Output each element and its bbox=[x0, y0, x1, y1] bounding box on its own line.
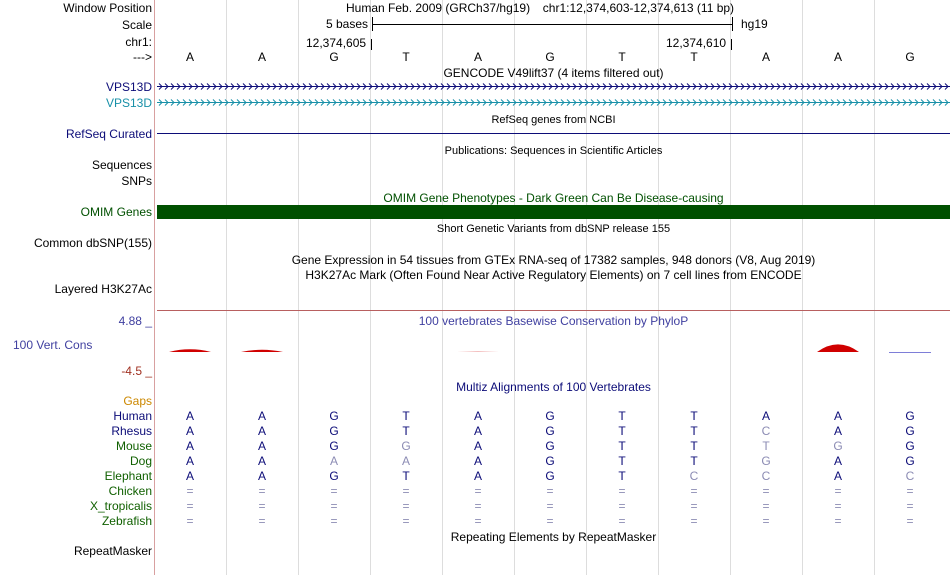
scale-db: hg19 bbox=[741, 17, 768, 31]
multiz-species-label[interactable]: Rhesus bbox=[111, 424, 152, 438]
gencode-transcript-2[interactable] bbox=[157, 98, 950, 107]
multiz-gaps-label[interactable]: Gaps bbox=[123, 394, 152, 408]
multiz-base: T bbox=[402, 409, 410, 423]
reference-base: G bbox=[329, 50, 339, 64]
h3k27ac-track-title: H3K27Ac Mark (Often Found Near Active Regulatory Elements) on 7 cell lines from ENCODE bbox=[305, 268, 802, 282]
multiz-base: = bbox=[618, 484, 626, 498]
scale-label: Scale bbox=[121, 18, 152, 32]
multiz-species-label[interactable]: Human bbox=[113, 409, 152, 423]
reference-base: G bbox=[905, 50, 915, 64]
multiz-base: A bbox=[473, 454, 482, 468]
conservation-track-title: 100 vertebrates Basewise Conservation by PhyloP bbox=[418, 314, 689, 328]
sidebar-divider bbox=[154, 0, 155, 575]
multiz-base: = bbox=[690, 514, 698, 528]
gencode-item-label-2[interactable]: VPS13D bbox=[105, 96, 152, 110]
publications-label-sequences[interactable]: Sequences bbox=[91, 158, 152, 172]
multiz-base: T bbox=[618, 469, 626, 483]
multiz-base: T bbox=[690, 424, 698, 438]
multiz-base: A bbox=[401, 454, 410, 468]
multiz-base: = bbox=[834, 484, 842, 498]
multiz-base: = bbox=[402, 484, 410, 498]
multiz-base: T bbox=[618, 454, 626, 468]
chr-label: chr1: bbox=[125, 35, 152, 49]
window-coordinates: chr1:12,374,603-12,374,613 (11 bp) bbox=[542, 1, 735, 15]
reference-base: A bbox=[185, 50, 194, 64]
multiz-base: G bbox=[401, 439, 411, 453]
multiz-base: A bbox=[185, 424, 194, 438]
coord-left-tick bbox=[371, 39, 372, 50]
multiz-base: G bbox=[905, 409, 915, 423]
multiz-base: A bbox=[833, 409, 842, 423]
multiz-base: A bbox=[833, 454, 842, 468]
multiz-base: A bbox=[185, 439, 194, 453]
strand-label: ---> bbox=[133, 50, 152, 64]
multiz-base: G bbox=[545, 409, 555, 423]
multiz-base: A bbox=[257, 454, 266, 468]
coord-right: 12,374,610 bbox=[666, 36, 727, 50]
multiz-base: A bbox=[185, 469, 194, 483]
multiz-base: C bbox=[761, 469, 771, 483]
conservation-score-mark bbox=[889, 352, 931, 353]
multiz-base: = bbox=[186, 499, 194, 513]
dbsnp-track-label[interactable]: Common dbSNP(155) bbox=[33, 236, 152, 250]
scale-bar bbox=[372, 17, 733, 31]
multiz-base: G bbox=[545, 454, 555, 468]
window-position-text bbox=[346, 1, 734, 15]
multiz-base: A bbox=[185, 409, 194, 423]
multiz-base: A bbox=[257, 409, 266, 423]
conservation-max: 4.88 _ bbox=[118, 314, 152, 328]
multiz-species-label[interactable]: Dog bbox=[129, 454, 152, 468]
multiz-species-label[interactable]: X_tropicalis bbox=[89, 499, 152, 513]
multiz-base: = bbox=[402, 514, 410, 528]
conservation-track-label[interactable]: 100 Vert. Cons bbox=[13, 338, 93, 352]
multiz-base: T bbox=[690, 409, 698, 423]
multiz-base: = bbox=[186, 484, 194, 498]
multiz-base: = bbox=[762, 484, 770, 498]
publications-track-title: Publications: Sequences in Scientific Articles bbox=[444, 145, 663, 157]
multiz-base: T bbox=[402, 469, 410, 483]
conservation-score-mark bbox=[241, 350, 283, 352]
multiz-base: = bbox=[762, 499, 770, 513]
multiz-base: = bbox=[330, 499, 338, 513]
multiz-base: = bbox=[690, 484, 698, 498]
conservation-min: -4.5 _ bbox=[121, 364, 152, 378]
multiz-base: G bbox=[545, 439, 555, 453]
multiz-base: A bbox=[833, 424, 842, 438]
multiz-base: = bbox=[618, 514, 626, 528]
scale-text: 5 bases bbox=[325, 17, 368, 31]
multiz-base: = bbox=[834, 499, 842, 513]
multiz-base: A bbox=[473, 409, 482, 423]
conservation-plot[interactable] bbox=[157, 330, 950, 360]
gtex-track-title: Gene Expression in 54 tissues from GTEx RNA-seq of 17382 samples, 948 donors (V8, Aug 2019) bbox=[291, 253, 816, 267]
repeatmasker-track-title: Repeating Elements by RepeatMasker bbox=[450, 530, 657, 544]
multiz-base: G bbox=[905, 454, 915, 468]
reference-base: T bbox=[690, 50, 698, 64]
dbsnp-track-title: Short Genetic Variants from dbSNP release 155 bbox=[436, 223, 671, 235]
multiz-base: = bbox=[546, 499, 554, 513]
coord-right-tick bbox=[731, 39, 732, 50]
multiz-base: T bbox=[690, 439, 698, 453]
multiz-base: = bbox=[546, 484, 554, 498]
multiz-base: A bbox=[329, 454, 338, 468]
multiz-base: G bbox=[905, 439, 915, 453]
multiz-species-label[interactable]: Elephant bbox=[104, 469, 152, 483]
reference-base: T bbox=[402, 50, 410, 64]
multiz-base: A bbox=[761, 409, 770, 423]
reference-base: T bbox=[618, 50, 626, 64]
multiz-base: G bbox=[329, 409, 339, 423]
omim-gene-bar[interactable] bbox=[157, 205, 950, 219]
multiz-base: = bbox=[258, 499, 266, 513]
multiz-base: T bbox=[762, 439, 770, 453]
multiz-base: T bbox=[690, 454, 698, 468]
multiz-base: A bbox=[257, 439, 266, 453]
publications-label-snps[interactable]: SNPs bbox=[121, 174, 152, 188]
multiz-base: A bbox=[257, 424, 266, 438]
reference-base: A bbox=[833, 50, 842, 64]
multiz-base: A bbox=[257, 469, 266, 483]
multiz-base: C bbox=[761, 424, 771, 438]
multiz-base: = bbox=[546, 514, 554, 528]
multiz-base: = bbox=[330, 514, 338, 528]
multiz-base: = bbox=[618, 499, 626, 513]
multiz-base: = bbox=[834, 514, 842, 528]
multiz-base: G bbox=[329, 469, 339, 483]
conservation-score-mark bbox=[817, 344, 859, 352]
h3k27ac-track-label[interactable]: Layered H3K27Ac bbox=[54, 282, 152, 296]
multiz-base: = bbox=[402, 499, 410, 513]
multiz-species-label[interactable]: Mouse bbox=[115, 439, 152, 453]
multiz-base: G bbox=[545, 469, 555, 483]
multiz-base: A bbox=[473, 439, 482, 453]
multiz-base: C bbox=[905, 469, 915, 483]
multiz-base: A bbox=[185, 454, 194, 468]
multiz-base: G bbox=[905, 424, 915, 438]
multiz-base: = bbox=[690, 499, 698, 513]
gencode-item-label-1[interactable]: VPS13D bbox=[105, 80, 152, 94]
multiz-base: G bbox=[329, 439, 339, 453]
h3k27ac-baseline bbox=[157, 310, 950, 311]
refseq-gene-line[interactable] bbox=[157, 133, 950, 134]
conservation-score-mark bbox=[169, 349, 211, 352]
omim-track-label[interactable]: OMIM Genes bbox=[80, 205, 152, 219]
multiz-base: = bbox=[762, 514, 770, 528]
multiz-track-title: Multiz Alignments of 100 Vertebrates bbox=[456, 380, 651, 394]
multiz-base: G bbox=[329, 424, 339, 438]
omim-track-title: OMIM Gene Phenotypes - Dark Green Can Be Disease-causing bbox=[383, 191, 724, 205]
multiz-base: = bbox=[474, 484, 482, 498]
refseq-track-label[interactable]: RefSeq Curated bbox=[65, 127, 152, 141]
multiz-base: = bbox=[906, 499, 914, 513]
multiz-species-label[interactable]: Chicken bbox=[108, 484, 152, 498]
window-position-label: Window Position bbox=[63, 1, 152, 15]
multiz-base: C bbox=[689, 469, 699, 483]
repeatmasker-track-label[interactable]: RepeatMasker bbox=[73, 544, 152, 558]
gencode-track-title: GENCODE V49lift37 (4 items filtered out) bbox=[443, 66, 664, 80]
reference-base: A bbox=[257, 50, 266, 64]
refseq-track-title: RefSeq genes from NCBI bbox=[491, 114, 616, 126]
multiz-base: A bbox=[833, 469, 842, 483]
reference-base: G bbox=[545, 50, 555, 64]
multiz-species-label[interactable]: Zebrafish bbox=[101, 514, 152, 528]
multiz-base: T bbox=[618, 439, 626, 453]
multiz-base: T bbox=[402, 424, 410, 438]
multiz-base: G bbox=[761, 454, 771, 468]
multiz-base: T bbox=[618, 424, 626, 438]
gencode-transcript-1[interactable] bbox=[157, 82, 950, 91]
multiz-base: G bbox=[833, 439, 843, 453]
multiz-base: = bbox=[474, 514, 482, 528]
multiz-base: = bbox=[258, 514, 266, 528]
multiz-base: A bbox=[473, 424, 482, 438]
multiz-base: = bbox=[186, 514, 194, 528]
reference-base: A bbox=[473, 50, 482, 64]
multiz-base: = bbox=[258, 484, 266, 498]
multiz-base: G bbox=[545, 424, 555, 438]
reference-base: A bbox=[761, 50, 770, 64]
multiz-base: = bbox=[330, 484, 338, 498]
multiz-base: T bbox=[618, 409, 626, 423]
multiz-base: = bbox=[906, 484, 914, 498]
coord-left: 12,374,605 bbox=[306, 36, 367, 50]
assembly-name: Human Feb. 2009 (GRCh37/hg19) bbox=[346, 1, 531, 15]
multiz-base: A bbox=[473, 469, 482, 483]
multiz-base: = bbox=[474, 499, 482, 513]
multiz-base: = bbox=[906, 514, 914, 528]
